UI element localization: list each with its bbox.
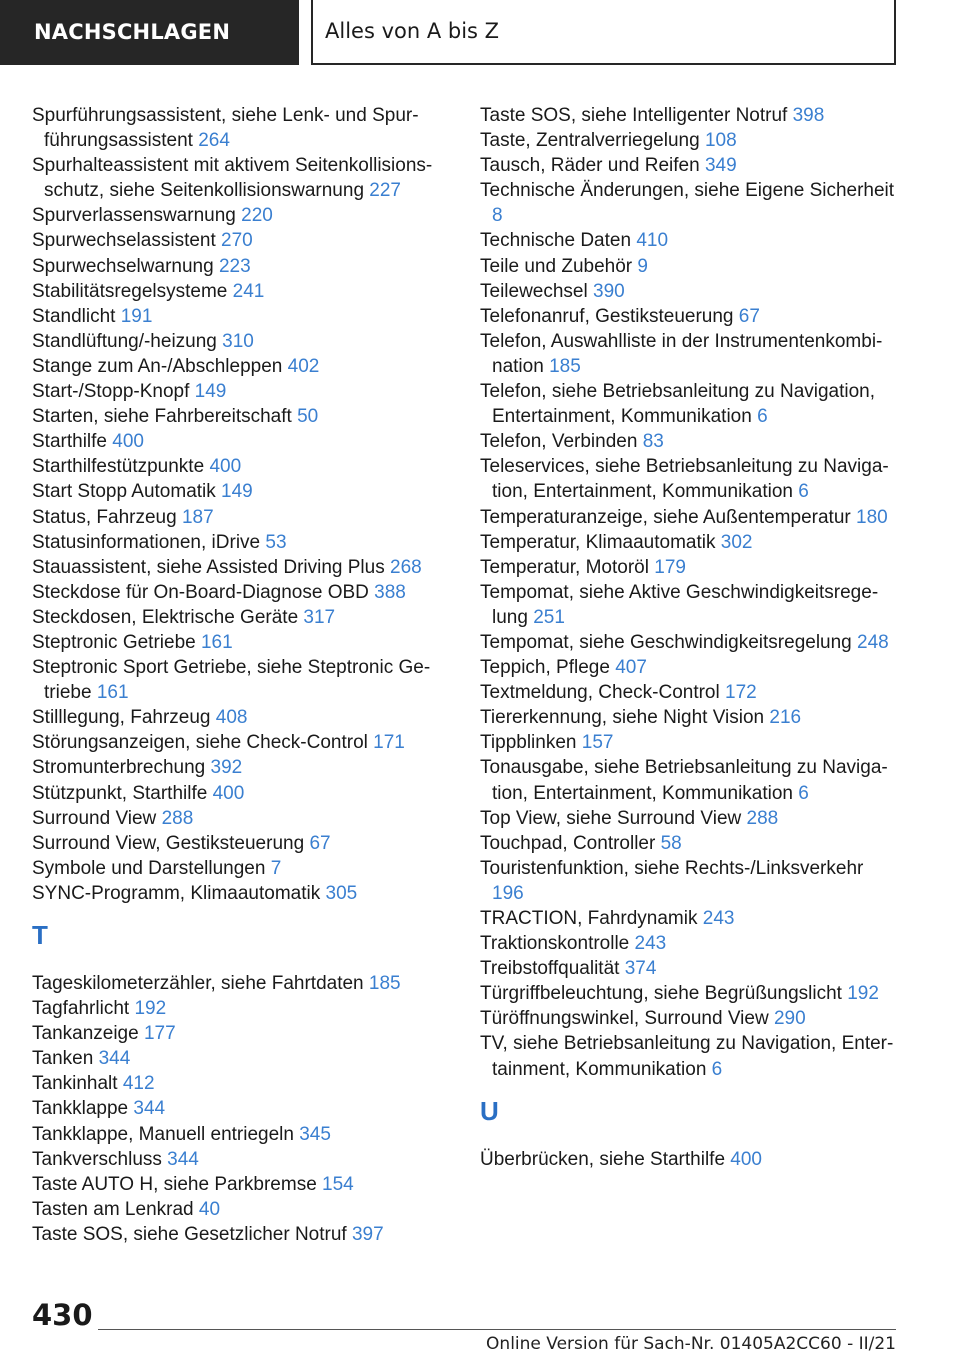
page-reference-link[interactable]: 216	[769, 707, 802, 729]
index-entry	[32, 555, 450, 580]
index-entry-text: Stange zum An-/Abschleppen	[32, 355, 283, 377]
index-entry-text: Tankverschluss	[32, 1148, 162, 1170]
index-entry	[32, 254, 450, 279]
page-reference-link[interactable]: 400	[112, 431, 144, 453]
index-entry	[32, 996, 450, 1021]
index-entry	[480, 103, 900, 128]
index-entry-text: Tagfahrlicht	[32, 998, 130, 1020]
page-reference-link[interactable]: 196	[492, 882, 524, 904]
index-entry-text: Tonausgabe, siehe Betriebsanleitung zu Navigation, Entertainment, Kommunikation	[480, 757, 888, 804]
page-reference-link[interactable]: 157	[581, 732, 614, 754]
index-entry	[32, 404, 450, 429]
index-entry-text: Telefonanruf, Gestiksteuerung	[480, 305, 734, 327]
index-entry	[480, 630, 900, 655]
page-reference-link[interactable]: 191	[120, 305, 153, 327]
index-entry	[32, 153, 450, 203]
page-reference-link[interactable]: 177	[143, 1023, 176, 1045]
index-entry	[480, 981, 900, 1006]
index-entry-text: Taste AUTO H, siehe Parkbremse	[32, 1173, 317, 1195]
index-entry	[480, 755, 900, 805]
index-entry	[480, 956, 900, 981]
page-reference-link[interactable]: 288	[161, 807, 194, 829]
page-reference-link[interactable]: 83	[642, 431, 664, 453]
index-entry-text: Surround View, Gestiksteuerung	[32, 832, 305, 854]
page-reference-link[interactable]: 402	[287, 355, 320, 377]
index-entry-text: Tempomat, siehe Aktive Geschwindigkeitsregelung	[480, 581, 879, 628]
index-entry	[32, 655, 450, 705]
index-entry	[32, 1021, 450, 1046]
index-entry-text: Teile und Zubehör	[480, 255, 633, 277]
page-reference-link[interactable]: 149	[194, 381, 227, 403]
index-entry-text: Start Stopp Automatik	[32, 481, 216, 503]
index-entry	[480, 1006, 900, 1031]
index-entry	[32, 379, 450, 404]
index-entry-text: Stauassistent, siehe Assisted Driving Plus	[32, 556, 385, 578]
index-entry	[32, 203, 450, 228]
letter-heading-t: T	[32, 920, 48, 950]
entry-list-u	[480, 1147, 900, 1172]
page-reference-link[interactable]: 392	[210, 757, 243, 779]
page-reference-link[interactable]: 400	[730, 1148, 762, 1170]
index-entry	[480, 555, 900, 580]
index-entry-text: Traktionskontrolle	[480, 933, 630, 955]
index-entry-text: Symbole und Darstellungen	[32, 857, 266, 879]
page-reference-link[interactable]: 243	[634, 933, 667, 955]
page-reference-link[interactable]: 374	[624, 958, 657, 980]
page-reference-link[interactable]: 288	[746, 807, 779, 829]
index-entry	[32, 755, 450, 780]
index-entry-text: Teppich, Pflege	[480, 657, 610, 679]
index-entry-text: Treibstoffqualität	[480, 958, 620, 980]
page-reference-link[interactable]: 108	[704, 130, 737, 152]
index-entry	[480, 580, 900, 630]
page-reference-link[interactable]: 241	[232, 280, 265, 302]
letter-heading-u: U	[480, 1095, 499, 1126]
index-entry	[32, 806, 450, 831]
index-entry	[32, 971, 450, 996]
index-entry	[32, 831, 450, 856]
index-entry-text: Technische Änderungen, siehe Eigene Sicherheit	[480, 180, 895, 202]
index-entry	[480, 906, 900, 931]
page-reference-link[interactable]: 185	[549, 355, 581, 377]
index-entry	[480, 454, 900, 504]
page-reference-link[interactable]: 220	[241, 205, 273, 227]
index-entry	[480, 279, 900, 304]
index-entry-text: Teilewechsel	[480, 280, 588, 302]
index-entry	[32, 1222, 450, 1247]
index-entry-text: Tankklappe	[32, 1098, 129, 1120]
index-entry-text: Starthilfestützpunkte	[32, 456, 205, 478]
index-entry-text: Starthilfe	[32, 431, 107, 453]
index-entry-text: Tempomat, siehe Geschwindigkeitsregelung	[480, 631, 852, 653]
index-entry	[32, 429, 450, 454]
index-entry-text: Tankinhalt	[32, 1073, 118, 1095]
page-reference-link[interactable]: 248	[857, 631, 889, 653]
page-reference-link[interactable]: 227	[369, 180, 401, 202]
page-reference-link[interactable]: 180	[856, 506, 888, 528]
index-entry-text: SYNC-Programm, Klimaautomatik	[32, 882, 321, 904]
index-entry	[480, 680, 900, 705]
index-entry-text: Überbrücken, siehe Starthilfe	[480, 1148, 726, 1170]
index-entry-text: Spurverlassenswarnung	[32, 205, 236, 227]
index-entry	[32, 1172, 450, 1197]
page-reference-link[interactable]: 171	[373, 732, 405, 754]
footer-divider	[98, 1329, 896, 1330]
index-entry-text: Türgriffbeleuchtung, siehe Begrüßungslicht	[480, 983, 842, 1005]
index-column-left	[32, 103, 450, 1247]
page-reference-link[interactable]: 388	[374, 581, 406, 603]
page-reference-link[interactable]: 243	[702, 908, 735, 929]
index-entry-text: Touristenfunktion, siehe Rechts-/Linksverkehr	[480, 857, 864, 879]
page-reference-link[interactable]: 390	[593, 280, 625, 302]
index-entry-text: Taste SOS, siehe Intelligenter Notruf	[480, 105, 788, 126]
index-entry	[480, 806, 900, 831]
index-entry-text: Temperatur, Klimaautomatik	[480, 531, 716, 553]
index-entry	[32, 1122, 450, 1147]
index-entry-text: Tiererkennung, siehe Night Vision	[480, 707, 765, 729]
index-entry-text: Statusinformationen, iDrive	[32, 531, 261, 553]
index-entry	[32, 730, 450, 755]
index-entry-text: Tankklappe, Manuell entriegeln	[32, 1123, 294, 1145]
page-reference-link[interactable]: 264	[198, 130, 230, 152]
index-entry	[480, 128, 900, 153]
index-entry-text: Tippblinken	[480, 732, 577, 754]
index-entry	[32, 705, 450, 730]
index-entry-text: Tageskilometerzähler, siehe Fahrtdaten	[32, 973, 364, 994]
index-entry-text: Top View, siehe Surround View	[480, 807, 742, 829]
index-entry-text: Stützpunkt, Starthilfe	[32, 782, 208, 804]
page-reference-link[interactable]: 53	[265, 531, 287, 553]
page-reference-link[interactable]: 410	[636, 230, 669, 252]
index-entry-text: Technische Daten	[480, 230, 632, 252]
index-entry	[32, 580, 450, 605]
page-reference-link[interactable]: 302	[720, 531, 753, 553]
page-reference-link[interactable]: 161	[96, 682, 129, 704]
page-reference-link[interactable]: 149	[221, 481, 253, 503]
index-entry	[32, 354, 450, 379]
index-entry-text: Textmeldung, Check-Control	[480, 682, 720, 704]
index-entry-text: Stilllegung, Fahrzeug	[32, 707, 211, 729]
page-reference-link[interactable]: 192	[134, 998, 167, 1020]
index-entry	[32, 505, 450, 530]
page-reference-link[interactable]: 317	[303, 606, 336, 628]
index-entry	[32, 454, 450, 479]
index-entry-text: Steptronic Getriebe	[32, 631, 196, 653]
index-column-right	[480, 103, 900, 1172]
index-entry	[480, 379, 900, 429]
page-reference-link[interactable]: 397	[351, 1223, 384, 1245]
index-entry-text: TRACTION, Fahrdynamik	[480, 908, 698, 929]
page-reference-link[interactable]: 161	[200, 631, 233, 653]
index-entry-text: Tausch, Räder und Reifen	[480, 155, 700, 177]
index-entry-text: Tanken	[32, 1048, 94, 1070]
index-entry-text: TV, siehe Betriebsanleitung zu Navigation, Entertainment, Kommunikation	[480, 1033, 894, 1080]
index-entry-text: Touchpad, Controller	[480, 832, 656, 854]
index-entry-text: Telefon, Auswahlliste in der Instrumentenkombination	[480, 330, 883, 377]
index-entry	[480, 730, 900, 755]
index-entry	[32, 1071, 450, 1096]
index-entry-text: Telefon, siehe Betriebsanleitung zu Navigation, Entertainment, Kommunikation	[480, 381, 876, 428]
entry-list-s	[32, 103, 450, 906]
index-entry	[480, 705, 900, 730]
index-entry	[32, 881, 450, 906]
page-reference-link[interactable]: 7	[270, 857, 282, 879]
index-entry	[480, 304, 900, 329]
index-entry-text: Starten, siehe Fahrbereitschaft	[32, 406, 292, 428]
index-entry-text: Surround View	[32, 807, 157, 829]
index-entry	[32, 1096, 450, 1121]
index-entry-text: Telefon, Verbinden	[480, 431, 638, 453]
page-reference-link[interactable]: 305	[325, 882, 358, 904]
index-entry	[32, 1046, 450, 1071]
page-reference-link[interactable]: 185	[368, 973, 401, 994]
page-reference-link[interactable]: 268	[390, 556, 422, 578]
index-entry	[480, 1031, 900, 1081]
index-entry-text: Stabilitätsregelsysteme	[32, 280, 228, 302]
page-reference-link[interactable]: 407	[615, 657, 647, 679]
index-entry	[480, 1147, 900, 1172]
index-entry	[32, 630, 450, 655]
index-entry	[32, 304, 450, 329]
index-entry	[32, 279, 450, 304]
index-entry-text: Status, Fahrzeug	[32, 506, 177, 528]
page-reference-link[interactable]: 6	[757, 406, 768, 428]
page-reference-link[interactable]: 67	[738, 305, 760, 327]
page-reference-link[interactable]: 9	[637, 255, 648, 277]
page-reference-link[interactable]: 67	[309, 832, 331, 854]
index-entry	[480, 153, 900, 178]
page-reference-link[interactable]: 400	[212, 782, 245, 804]
index-entry	[32, 479, 450, 504]
index-entry-text: Tasten am Lenkrad	[32, 1198, 194, 1220]
index-entry-text: Taste SOS, siehe Gesetzlicher Notruf	[32, 1223, 347, 1245]
index-entry	[32, 1197, 450, 1222]
page-reference-link[interactable]: 154	[322, 1173, 354, 1195]
page-reference-link[interactable]: 345	[299, 1123, 331, 1145]
index-entry	[32, 605, 450, 630]
index-entry-text: Teleservices, siehe Betriebsanleitung zu Navigation, Entertainment, Kommunikation	[480, 456, 889, 503]
index-entry-text: Tankanzeige	[32, 1023, 139, 1045]
index-entry-text: Spurwechselassistent	[32, 230, 216, 252]
page-reference-link[interactable]: 8	[492, 205, 503, 227]
page-reference-link[interactable]: 400	[209, 456, 242, 478]
page-reference-link[interactable]: 187	[181, 506, 214, 528]
page-reference-link[interactable]: 398	[792, 105, 825, 126]
page-reference-link[interactable]: 6	[798, 481, 809, 503]
index-entry-text: Steckdose für On-Board-Diagnose OBD	[32, 581, 369, 603]
entry-list-t	[32, 971, 450, 1247]
page-reference-link[interactable]: 40	[198, 1198, 221, 1220]
index-entry-text: Start-/Stopp-Knopf	[32, 381, 190, 403]
page-number: 430	[32, 1298, 93, 1332]
page-reference-link[interactable]: 6	[711, 1058, 723, 1080]
page-reference-link[interactable]: 50	[297, 406, 319, 428]
index-entry-text: Spurwechselwarnung	[32, 255, 214, 277]
page-reference-link[interactable]: 172	[725, 682, 757, 704]
index-entry-text: Spurführungsassistent, siehe Lenk- und Spurführungsassistent	[32, 105, 419, 152]
index-entry-text: Steptronic Sport Getriebe, siehe Steptronic Getriebe	[32, 657, 431, 704]
page-reference-link[interactable]: 179	[654, 556, 686, 578]
index-entry	[480, 655, 900, 680]
index-entry-text: Taste, Zentralverriegelung	[480, 130, 700, 152]
page-reference-link[interactable]: 6	[798, 782, 809, 804]
page-reference-link[interactable]: 270	[221, 230, 253, 252]
index-entry-text: Temperaturanzeige, siehe Außentemperatur	[480, 506, 851, 528]
page-reference-link[interactable]: 344	[133, 1098, 166, 1120]
entry-list-t-continued	[480, 103, 900, 1082]
section-tab: NACHSCHLAGEN	[0, 0, 299, 65]
page-reference-link[interactable]: 251	[533, 606, 565, 628]
page-reference-link[interactable]: 344	[98, 1048, 131, 1070]
index-entry	[480, 254, 900, 279]
index-entry-text: Temperatur, Motoröl	[480, 556, 649, 578]
page-reference-link[interactable]: 408	[215, 707, 248, 729]
page-reference-link[interactable]: 349	[704, 155, 737, 177]
index-entry	[480, 228, 900, 253]
online-version-note: Online Version für Sach-Nr. 01405A2CC60 - II/21	[486, 1334, 896, 1354]
index-entry	[480, 530, 900, 555]
index-entry-text: Spurhalteassistent mit aktivem Seitenkollisionsschutz, siehe Seitenkollisionswarnung	[32, 155, 433, 202]
index-entry-text: Türöffnungswinkel, Surround View	[480, 1008, 769, 1030]
index-entry	[480, 831, 900, 856]
index-entry	[32, 530, 450, 555]
index-entry	[32, 781, 450, 806]
page-reference-link[interactable]: 290	[773, 1008, 806, 1030]
index-entry	[480, 505, 900, 530]
page-reference-link[interactable]: 412	[122, 1073, 155, 1095]
page-reference-link[interactable]: 58	[660, 832, 682, 854]
index-entry	[480, 429, 900, 454]
index-entry	[32, 856, 450, 881]
index-entry	[480, 931, 900, 956]
page-reference-link[interactable]: 192	[847, 983, 879, 1005]
index-entry	[32, 329, 450, 354]
index-entry	[480, 856, 900, 906]
index-entry-text: Standlüftung/-heizung	[32, 330, 217, 352]
index-entry-text: Steckdosen, Elektrische Geräte	[32, 606, 299, 628]
index-entry	[480, 178, 900, 228]
index-entry	[32, 103, 450, 153]
page-title: Alles von A bis Z	[311, 0, 896, 65]
index-entry-text: Störungsanzeigen, siehe Check-Control	[32, 732, 368, 754]
index-entry-text: Standlicht	[32, 305, 116, 327]
index-entry	[32, 228, 450, 253]
page-reference-link[interactable]: 344	[167, 1148, 199, 1170]
page-reference-link[interactable]: 310	[222, 330, 254, 352]
index-entry	[32, 1147, 450, 1172]
page-reference-link[interactable]: 223	[218, 255, 251, 277]
index-entry	[480, 329, 900, 379]
index-entry-text: Stromunterbrechung	[32, 757, 206, 779]
